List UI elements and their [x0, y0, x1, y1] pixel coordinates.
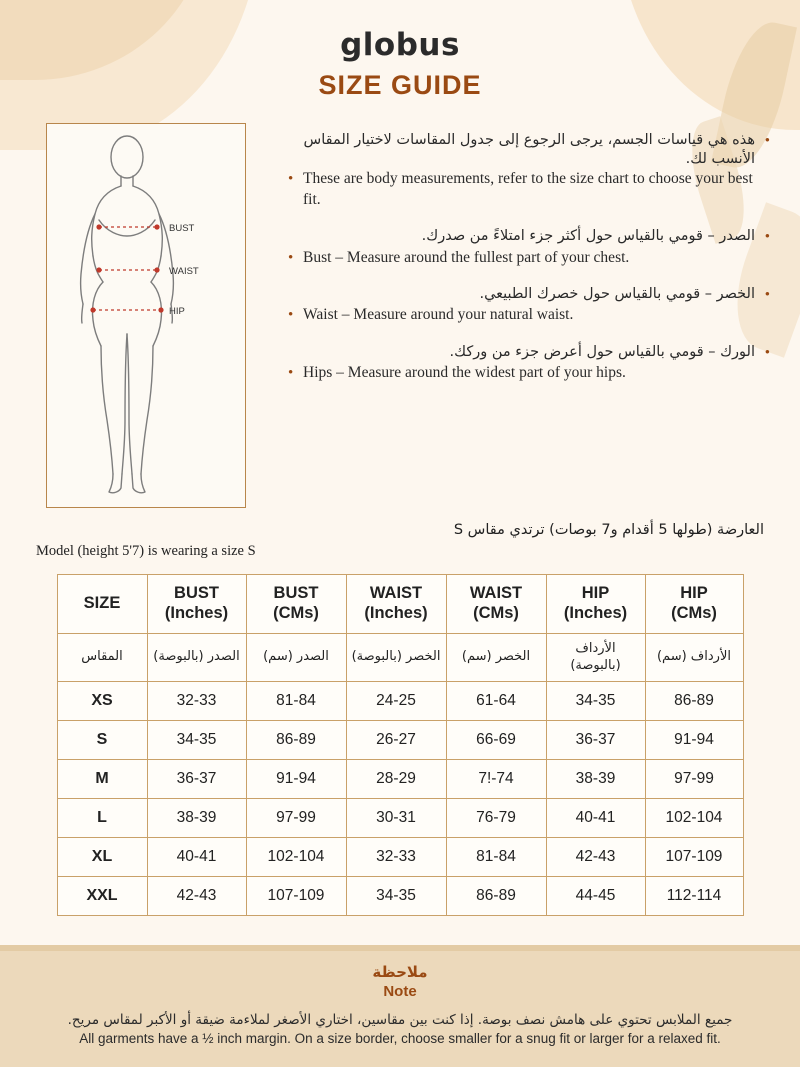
column-header-bust-cms: BUST (CMs)	[246, 575, 346, 634]
table-header-row-en	[57, 575, 743, 634]
instruction-line-en	[288, 363, 770, 383]
cell-waist-inches: 34-35	[346, 876, 446, 915]
column-header-hip-inches-ar: الأرداف (بالبوصة)	[546, 633, 645, 681]
bullet-dot-icon: •	[288, 249, 294, 266]
cell-bust-cms: 86-89	[246, 720, 346, 759]
footer-note	[0, 945, 800, 1067]
column-header-size: SIZE	[57, 575, 147, 634]
model-note	[30, 520, 770, 562]
instruction-text-en: These are body measurements, refer to the size chart to choose your best fit.	[303, 170, 753, 208]
instruction-text-ar: الورك – قومي بالقياس حول أعرض جزء من وركك.	[449, 343, 755, 360]
table-row	[57, 798, 743, 837]
cell-hip-inches: 42-43	[546, 837, 645, 876]
figure-label-waist: WAIST	[169, 266, 199, 278]
cell-size: XXL	[57, 876, 147, 915]
cell-hip-inches: 38-39	[546, 759, 645, 798]
cell-hip-cms: 86-89	[645, 681, 743, 720]
cell-hip-inches: 40-41	[546, 798, 645, 837]
instruction-line-en	[288, 248, 770, 268]
cell-hip-inches: 36-37	[546, 720, 645, 759]
cell-hip-cms: 91-94	[645, 720, 743, 759]
column-header-hip-cms-ar: الأرداف (سم)	[645, 633, 743, 681]
cell-waist-inches: 24-25	[346, 681, 446, 720]
instruction-text-ar: هذه هي قياسات الجسم، يرجى الرجوع إلى جدول المقاسات لاختيار المقاس الأنسب لك.	[303, 132, 755, 168]
table-row	[57, 681, 743, 720]
cell-bust-cms: 102-104	[246, 837, 346, 876]
instruction-text-en: Bust – Measure around the fullest part of your chest.	[303, 248, 630, 266]
cell-waist-cms: 76-79	[446, 798, 546, 837]
instruction-text-ar: الخصر – قومي بالقياس حول خصرك الطبيعي.	[479, 285, 755, 302]
size-chart-table	[57, 574, 744, 916]
cell-bust-cms: 107-109	[246, 876, 346, 915]
measurement-figure	[46, 123, 246, 508]
column-header-waist-cms: WAIST (CMs)	[446, 575, 546, 634]
column-header-size-ar: المقاس	[57, 633, 147, 681]
bullet-dot-icon: •	[288, 364, 294, 381]
cell-size: XS	[57, 681, 147, 720]
table-row	[57, 720, 743, 759]
cell-waist-cms: 81-84	[446, 837, 546, 876]
column-header-hip-cms: HIP (CMs)	[645, 575, 743, 634]
column-header-waist-cms-ar: الخصر (سم)	[446, 633, 546, 681]
cell-bust-inches: 36-37	[147, 759, 246, 798]
instruction-line-en	[288, 169, 770, 210]
page-title: SIZE GUIDE	[318, 70, 482, 101]
column-header-bust-inches-ar: الصدر (بالبوصة)	[147, 633, 246, 681]
column-header-bust-cms-ar: الصدر (سم)	[246, 633, 346, 681]
cell-size: M	[57, 759, 147, 798]
bullet-dot-icon: •	[288, 171, 294, 188]
cell-hip-cms: 112-114	[645, 876, 743, 915]
cell-size: S	[57, 720, 147, 759]
model-note-ar: العارضة (طولها 5 أقدام و7 بوصات) ترتدي مقاس S	[453, 522, 764, 539]
column-header-waist-inches: WAIST (Inches)	[346, 575, 446, 634]
cell-waist-inches: 30-31	[346, 798, 446, 837]
cell-bust-inches: 38-39	[147, 798, 246, 837]
footer-note-heading-en: Note	[383, 983, 417, 1000]
intro-section	[30, 123, 770, 508]
column-header-waist-inches-ar: الخصر (بالبوصة)	[346, 633, 446, 681]
figure-label-bust: BUST	[169, 223, 195, 235]
instruction-group	[288, 285, 770, 326]
instruction-line-ar	[288, 131, 770, 169]
bullet-dot-icon: •	[288, 307, 294, 324]
instruction-text-ar: الصدر – قومي بالقياس حول أكثر جزء امتلاءً من صدرك.	[421, 228, 755, 245]
female-body-figure-icon	[47, 124, 245, 507]
column-header-bust-inches: BUST (Inches)	[147, 575, 246, 634]
instruction-group	[288, 131, 770, 210]
footer-note-body-en: All garments have a ½ inch margin. On a size border, choose smaller for a snug fit or larger for a relaxed fit.	[79, 1031, 721, 1046]
cell-bust-cms: 91-94	[246, 759, 346, 798]
cell-waist-cms: 86-89	[446, 876, 546, 915]
cell-size: L	[57, 798, 147, 837]
instruction-text-en: Hips – Measure around the widest part of your hips.	[303, 363, 626, 381]
cell-bust-cms: 97-99	[246, 798, 346, 837]
figure-label-hip: HIP	[169, 306, 185, 318]
cell-waist-inches: 26-27	[346, 720, 446, 759]
cell-bust-inches: 32-33	[147, 681, 246, 720]
cell-bust-inches: 40-41	[147, 837, 246, 876]
instruction-line-ar	[288, 343, 770, 363]
bullet-dot-icon: •	[764, 133, 770, 150]
instruction-line-ar	[288, 285, 770, 305]
cell-waist-cms: 61-64	[446, 681, 546, 720]
cell-hip-inches: 34-35	[546, 681, 645, 720]
cell-waist-inches: 32-33	[346, 837, 446, 876]
footer-note-heading-ar: ملاحظة	[372, 963, 428, 981]
cell-hip-cms: 107-109	[645, 837, 743, 876]
cell-hip-cms: 102-104	[645, 798, 743, 837]
measurement-instructions	[246, 123, 770, 400]
cell-hip-inches: 44-45	[546, 876, 645, 915]
table-row	[57, 837, 743, 876]
footer-note-body-ar: جميع الملابس تحتوي على هامش نصف بوصة. إذا كنت بين مقاسين، اختاري الأصغر لملاءمة ضيقة أو الأكبر لمقاس مريح.	[67, 1012, 733, 1028]
bullet-dot-icon: •	[764, 344, 770, 361]
cell-waist-inches: 28-29	[346, 759, 446, 798]
model-note-en: Model (height 5'7) is wearing a size S	[36, 543, 256, 560]
instruction-line-ar	[288, 227, 770, 247]
cell-size: XL	[57, 837, 147, 876]
cell-bust-inches: 42-43	[147, 876, 246, 915]
instruction-group	[288, 343, 770, 384]
column-header-hip-inches: HIP (Inches)	[546, 575, 645, 634]
table-header-row-ar	[57, 633, 743, 681]
brand-logo: globus	[340, 27, 460, 63]
cell-hip-cms: 97-99	[645, 759, 743, 798]
cell-waist-cms: 7!-74	[446, 759, 546, 798]
bullet-dot-icon: •	[764, 286, 770, 303]
instruction-line-en	[288, 305, 770, 325]
cell-bust-inches: 34-35	[147, 720, 246, 759]
instruction-group	[288, 227, 770, 268]
table-row	[57, 759, 743, 798]
cell-bust-cms: 81-84	[246, 681, 346, 720]
table-row	[57, 876, 743, 915]
bullet-dot-icon: •	[764, 229, 770, 246]
instruction-text-en: Waist – Measure around your natural waist.	[303, 306, 574, 324]
cell-waist-cms: 66-69	[446, 720, 546, 759]
